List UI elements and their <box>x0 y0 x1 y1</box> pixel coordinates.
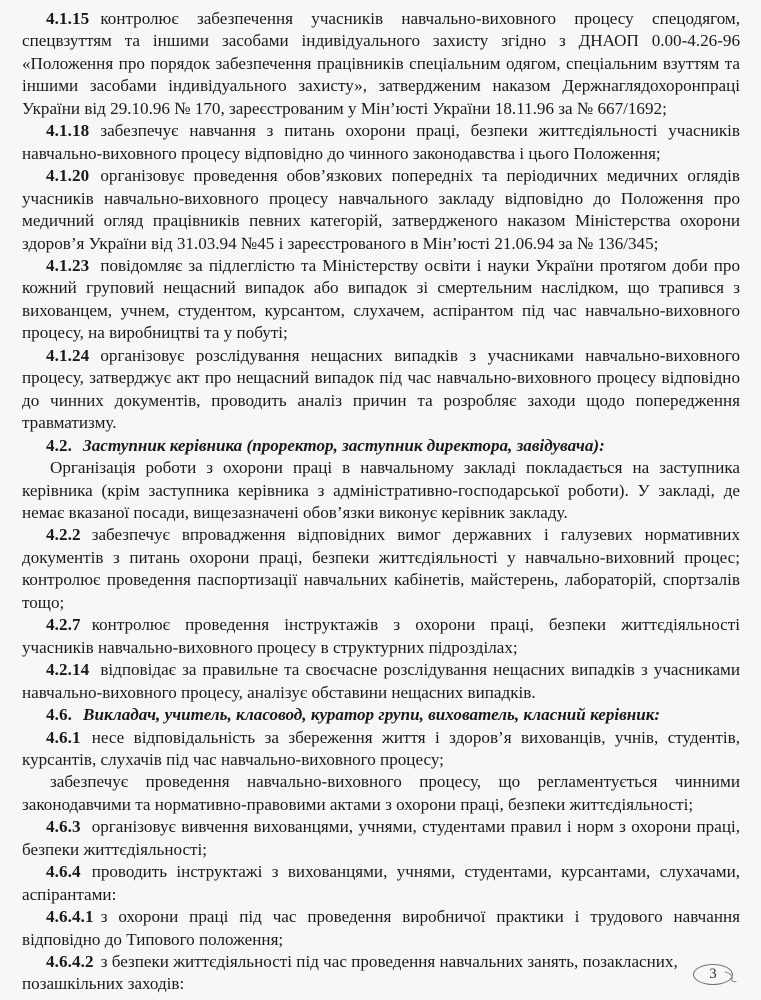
paragraph-4-2-14 <box>22 659 740 704</box>
clause-number: 4.6.3 <box>46 817 81 837</box>
clause-number: 4.1.15 <box>46 9 90 28</box>
section-title: Викладач, учитель, класовод, куратор групи, вихователь, класний керівник: <box>83 705 661 725</box>
clause-text: повідомляє за підлеглістю та Міністерству освіти і науки України протягом доби про кожний груповий нещасний випадок або випадок зі смертельним наслідком, що трапився з вихованцем, учнем, студентом, курсантом, слухачем, аспірантом під час навчально-виховного процесу, на виробництві та у побуті; <box>22 255 740 343</box>
clause-text: з охорони праці під час проведення виробничої практики і трудового навчання відповідно до Типового положення; <box>22 907 740 949</box>
clause-text: з безпеки життєдіяльності під час проведення навчальних занять, позакласних, позашкільних заходів: <box>22 952 678 994</box>
section-number: 4.6. <box>46 705 73 725</box>
clause-text: проводить інструктажі з вихованцями, учнями, студентами, курсантами, слухачами, аспірантами: <box>22 862 740 904</box>
clause-number: 4.1.20 <box>46 166 90 186</box>
paragraph-4-1-15 <box>22 8 740 120</box>
paragraph-4-1-24 <box>22 345 740 435</box>
paragraph-4-6-4-1 <box>22 906 740 951</box>
clause-text: відповідає за правильне та своєчасне розслідування нещасних випадків з учасниками навчально-виховного процесу, аналізує обставини нещасних випадків. <box>22 660 740 702</box>
clause-text: забезпечує проведення навчально-виховного процесу, що регламентується чинними законодавчими та нормативно-правовими актами з охорони праці, безпеки життєдіяльності; <box>22 772 740 814</box>
clause-number: 4.2.7 <box>46 615 81 635</box>
paragraph-4-6-4 <box>22 861 740 906</box>
paragraph-4-6-4-2 <box>22 951 740 996</box>
document-text-body <box>22 8 740 996</box>
clause-number: 4.1.24 <box>46 345 90 365</box>
clause-number: 4.2.14 <box>46 660 90 680</box>
clause-text: контролює забезпечення учасників навчально-виховного процесу спецодягом, спецвзуттям та іншими засобами індивідуального захисту згідно з ДНАОП 0.00-4.26-96 «Положення про порядок забезпечення працівників спеціальним одягом, спеціальним взуттям та іншими засобами індивідуального захисту», затвердженим наказом Держнаглядохоронпраці України від 29.10.96 № 170, зареєстрованим у Мін’юсті України 18.11.96 за № 667/1692; <box>22 9 740 118</box>
page-number-value: 3 <box>709 966 717 982</box>
paragraph-4-2-intro <box>22 457 740 524</box>
paragraph-4-1-18 <box>22 120 740 165</box>
clause-text: організовує розслідування нещасних випадків з учасниками навчально-виховного процесу, затверджує акт про нещасний випадок під час навчально-виховного процесу відповідно до чинних документів, проводить аналіз причин та розробляє заходи щодо попередження травматизму. <box>22 345 740 433</box>
clause-number: 4.6.1 <box>46 727 81 747</box>
paragraph-4-6-1 <box>22 727 740 772</box>
clause-number: 4.6.4 <box>46 862 81 882</box>
clause-text: контролює проведення інструктажів з охорони праці, безпеки життєдіяльності учасників навчально-виховного процесу в структурних підрозділах; <box>22 615 740 657</box>
paragraph-4-6-3 <box>22 816 740 861</box>
clause-text: організовує проведення обов’язкових попередніх та періодичних медичних оглядів учасників навчально-виховного процесу навчального закладу відповідно до Положення про медичний огляд працівників певних категорій, затвердженого наказом Міністерства охорони здоров’я України від 31.03.94 №45 і зареєстрованого в Мін’юсті 21.06.94 за № 136/345; <box>22 166 740 253</box>
clause-text: організовує вивчення вихованцями, учнями, студентами правил і норм з охорони праці, безпеки життєдіяльності; <box>22 817 740 859</box>
clause-text: несе відповідальність за збереження життя і здоров’я вихованців, учнів, студентів, курсантів, слухачів під час навчально-виховного процесу; <box>22 727 740 769</box>
paragraph-4-2-7 <box>22 614 740 659</box>
section-title: Заступник керівника (проректор, заступник директора, завідувача): <box>83 435 605 455</box>
paragraph-4-1-23 <box>22 255 740 345</box>
section-heading-4-2 <box>22 435 740 457</box>
clause-number: 4.6.4.1 <box>46 907 94 927</box>
clause-text: забезпечує впровадження відповідних вимог державних і галузевих нормативних документів з питань охорони праці, безпеки життєдіяльності у навчально-виховний процес; контролює проведення паспортизації навчальних кабінетів, майстерень, лабораторій, спортзалів тощо; <box>22 525 740 612</box>
clause-text: Організація роботи з охорони праці в навчальному закладі покладається на заступника керівника (крім заступника керівника з адміністративно-господарської роботи). У закладі, де немає вказаної посади, вищезазначені обов’язки виконує керівник закладу. <box>22 458 740 522</box>
clause-number: 4.1.23 <box>46 255 90 275</box>
clause-text: забезпечує навчання з питань охорони праці, безпеки життєдіяльності учасників навчально-виховного процесу відповідно до чинного законодавства і цього Положення; <box>22 121 740 163</box>
section-number: 4.2. <box>46 435 73 455</box>
paragraph-4-1-20 <box>22 165 740 255</box>
paragraph-4-6-1b <box>22 771 740 816</box>
paragraph-4-2-2 <box>22 524 740 614</box>
clause-number: 4.2.2 <box>46 525 81 545</box>
clause-number: 4.6.4.2 <box>46 952 94 972</box>
clause-number: 4.1.18 <box>46 121 90 141</box>
section-heading-4-6 <box>22 704 740 726</box>
page-number-badge <box>689 960 745 992</box>
